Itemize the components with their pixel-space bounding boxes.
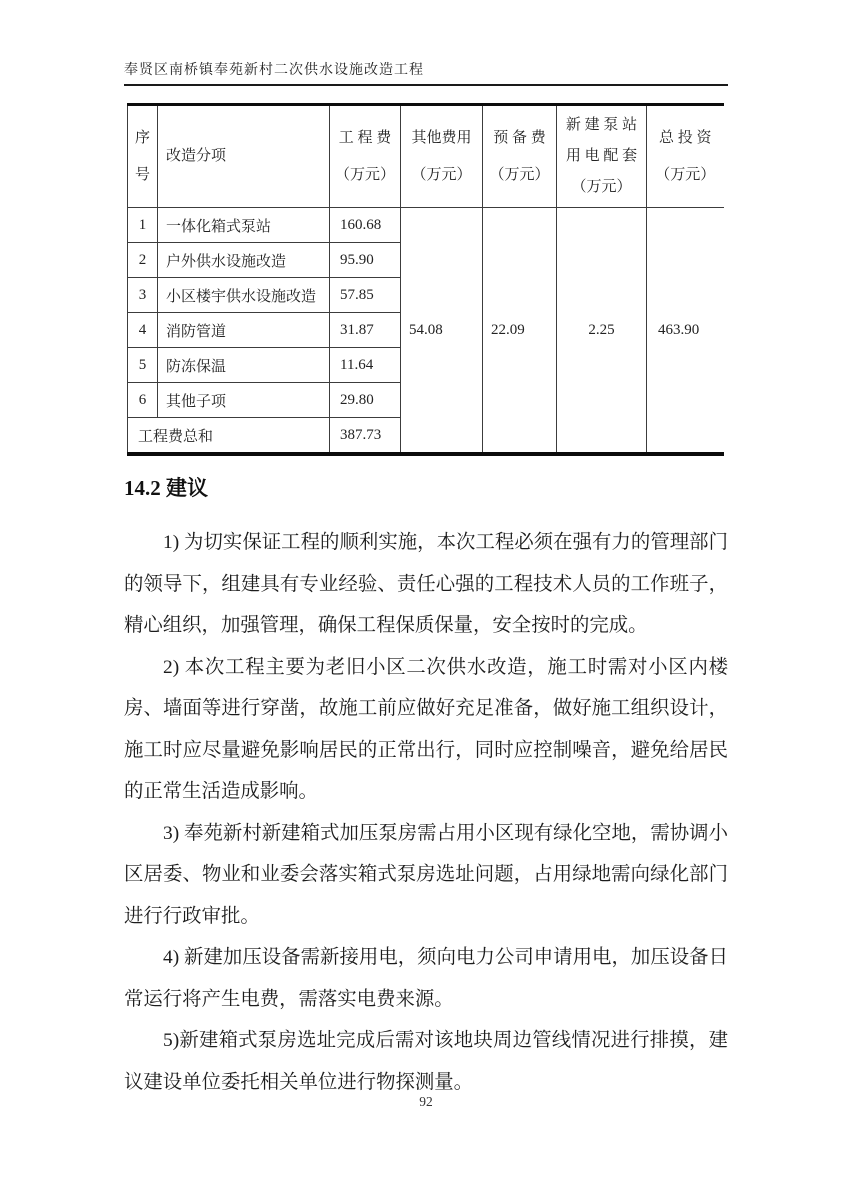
- header-cost: [330, 105, 401, 208]
- cost-value-cell: 57.85: [330, 278, 401, 313]
- section-heading: 14.2 建议: [124, 476, 208, 500]
- cost-value-cell: 95.90: [330, 243, 401, 278]
- header-reserve-line2: （万元）: [489, 166, 550, 183]
- header-power-line1: 新 建 泵 站: [565, 117, 638, 133]
- header-total-investment: [647, 105, 724, 208]
- header-seq-line2: 号: [134, 166, 150, 183]
- item-name-cell: 小区楼宇供水设施改造: [158, 278, 330, 313]
- paragraph-1: 1) 为切实保证工程的顺利实施，本次工程必须在强有力的管理部门的领导下，组建具有专业经验、责任心强的工程技术人员的工作班子，精心组织，加强管理，确保工程保质保量，安全按时的完成。: [124, 532, 728, 636]
- merged-total-investment-cell: 463.90: [647, 208, 724, 455]
- total-label-cell: 工程费总和: [128, 418, 330, 455]
- item-name-cell: 一体化箱式泵站: [158, 208, 330, 243]
- paragraph-4: 4) 新建加压设备需新接用电，须向电力公司申请用电，加压设备日常运行将产生电费，需落实电费来源。: [124, 947, 728, 1010]
- header-invest-line1: 总 投 资: [658, 129, 712, 146]
- header-other-line1: 其他费用: [411, 129, 472, 146]
- row-number-cell: 4: [128, 313, 158, 348]
- header-cost-line1: 工 程 费: [338, 129, 392, 146]
- cost-value-cell: 29.80: [330, 383, 401, 418]
- header-seq: [128, 105, 158, 208]
- item-name-cell: 其他子项: [158, 383, 330, 418]
- merged-power-supporting-cell: 2.25: [557, 208, 647, 455]
- page-number: 92: [419, 1094, 433, 1109]
- paragraph-2: 2) 本次工程主要为老旧小区二次供水改造，施工时需对小区内楼房、墙面等进行穿凿，故施工前应做好充足准备，做好施工组织设计，施工时应尽量避免影响居民的正常出行，同时应控制噪音，避免给居民的正常生活造成影响。: [124, 656, 728, 802]
- header-item: [158, 105, 330, 208]
- row-number-cell: 3: [128, 278, 158, 313]
- table-row: [128, 208, 724, 243]
- merged-reserve-fee-cell: 22.09: [483, 208, 557, 455]
- total-cost-cell: 387.73: [330, 418, 401, 455]
- header-power-supporting: [557, 105, 647, 208]
- row-number-cell: 5: [128, 348, 158, 383]
- header-invest-line2: （万元）: [655, 166, 716, 183]
- row-number-cell: 6: [128, 383, 158, 418]
- merged-other-cost-cell: 54.08: [401, 208, 483, 455]
- header-seq-line1: 序: [134, 129, 150, 146]
- header-item-label: 改造分项: [166, 148, 227, 164]
- paragraph-3: 3) 奉苑新村新建箱式加压泵房需占用小区现有绿化空地，需协调小区居委、物业和业委会落实箱式泵房选址问题，占用绿地需向绿化部门进行行政审批。: [124, 822, 728, 927]
- header-other-cost: [401, 105, 483, 208]
- header-power-line3: （万元）: [571, 179, 632, 195]
- running-header: [124, 59, 728, 86]
- item-name-cell: 消防管道: [158, 313, 330, 348]
- header-cost-line2: （万元）: [334, 166, 395, 183]
- cost-value-cell: 160.68: [330, 208, 401, 243]
- header-reserve-fee: [483, 105, 557, 208]
- item-name-cell: 户外供水设施改造: [158, 243, 330, 278]
- header-power-line2: 用 电 配 套: [565, 148, 638, 164]
- header-other-line2: （万元）: [411, 166, 472, 183]
- cost-summary-table: [127, 103, 724, 456]
- item-name-cell: 防冻保温: [158, 348, 330, 383]
- running-header-title: 奉贤区南桥镇奉苑新村二次供水设施改造工程: [124, 63, 424, 78]
- row-number-cell: 2: [128, 243, 158, 278]
- table-header-row: [128, 105, 724, 208]
- row-number-cell: 1: [128, 208, 158, 243]
- cost-value-cell: 11.64: [330, 348, 401, 383]
- cost-value-cell: 31.87: [330, 313, 401, 348]
- section-body: [124, 522, 728, 1103]
- header-reserve-line1: 预 备 费: [493, 129, 546, 146]
- paragraph-5: 5)新建箱式泵房选址完成后需对该地块周边管线情况进行排摸，建议建设单位委托相关单位进行物探测量。: [124, 1030, 728, 1093]
